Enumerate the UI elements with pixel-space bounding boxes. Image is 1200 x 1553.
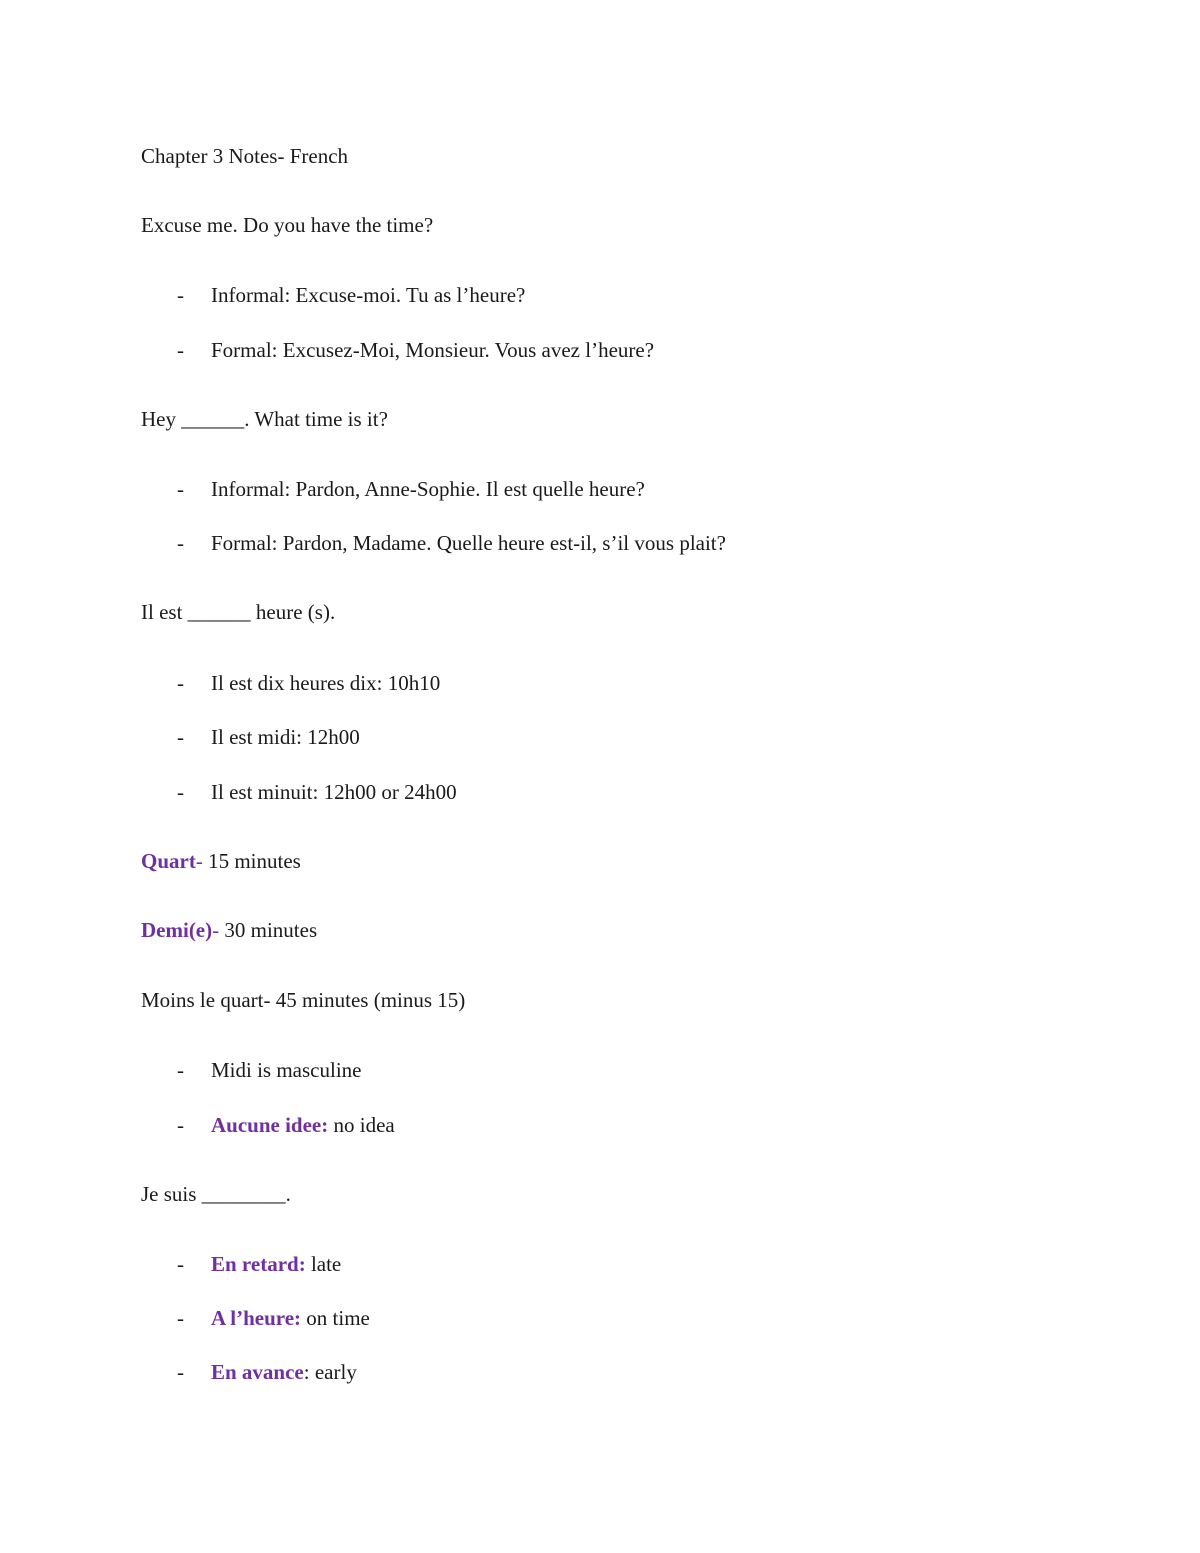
page-title: Chapter 3 Notes- French [141, 144, 349, 168]
je-suis-heading: Je suis ________. [141, 1182, 291, 1206]
list-item-informal-1: Informal: Excuse-moi. Tu as l’heure? [211, 283, 526, 307]
list-item-formal-2: Formal: Pardon, Madame. Quelle heure est-il, s’il vous plait? [211, 531, 726, 555]
list-item-time-3: Il est minuit: 12h00 or 24h00 [211, 780, 457, 804]
term-separator: - [212, 918, 225, 942]
term-separator: - [195, 849, 209, 873]
definition-moins-le-quart: Moins le quart- 45 minutes (minus 15) [141, 988, 466, 1012]
bullet-dash: - [177, 1360, 184, 1384]
bullet-dash: - [177, 283, 184, 307]
definition-text: 15 minutes [208, 849, 301, 873]
bullet-dash: - [177, 1252, 184, 1276]
list-item-a-l-heure [211, 1305, 370, 1331]
bullet-dash: - [177, 531, 184, 555]
bullet-dash: - [177, 725, 184, 749]
list-item-midi-masculine: Midi is masculine [211, 1058, 362, 1082]
definition-text: late [305, 1252, 342, 1276]
list-item-en-retard [211, 1251, 341, 1277]
definition-text: no idea [328, 1113, 395, 1137]
term-en-retard: En retard: [211, 1252, 306, 1276]
list-item-time-2: Il est midi: 12h00 [211, 725, 360, 749]
bullet-dash: - [177, 780, 184, 804]
definition-demi [141, 917, 317, 943]
bullet-dash: - [177, 1113, 184, 1137]
definition-text: on time [301, 1306, 370, 1330]
list-item-time-1: Il est dix heures dix: 10h10 [211, 671, 441, 695]
bullet-dash: - [177, 671, 184, 695]
definition-text: 30 minutes [224, 918, 318, 942]
il-est-heading: Il est ______ heure (s). [141, 600, 336, 624]
bullet-dash: - [177, 1306, 184, 1330]
term-en-avance: En avance [211, 1360, 304, 1384]
definition-quart [141, 848, 301, 874]
list-item-formal-1: Formal: Excusez-Moi, Monsieur. Vous avez l’heure? [211, 338, 655, 362]
list-item-informal-2: Informal: Pardon, Anne-Sophie. Il est quelle heure? [211, 477, 645, 501]
bullet-dash: - [177, 338, 184, 362]
term-demi: Demi(e) [141, 918, 213, 942]
list-item-en-avance [211, 1359, 357, 1385]
bullet-dash: - [177, 477, 184, 501]
list-item-aucune-idee [211, 1112, 395, 1138]
term-a-l-heure: A l’heure: [211, 1306, 302, 1330]
question-what-time: Hey ______. What time is it? [141, 407, 388, 431]
question-time-polite: Excuse me. Do you have the time? [141, 213, 434, 237]
term-aucune-idee: Aucune idee: [211, 1113, 329, 1137]
bullet-dash: - [177, 1058, 184, 1082]
definition-text: : early [303, 1360, 357, 1384]
term-quart: Quart [141, 849, 196, 873]
